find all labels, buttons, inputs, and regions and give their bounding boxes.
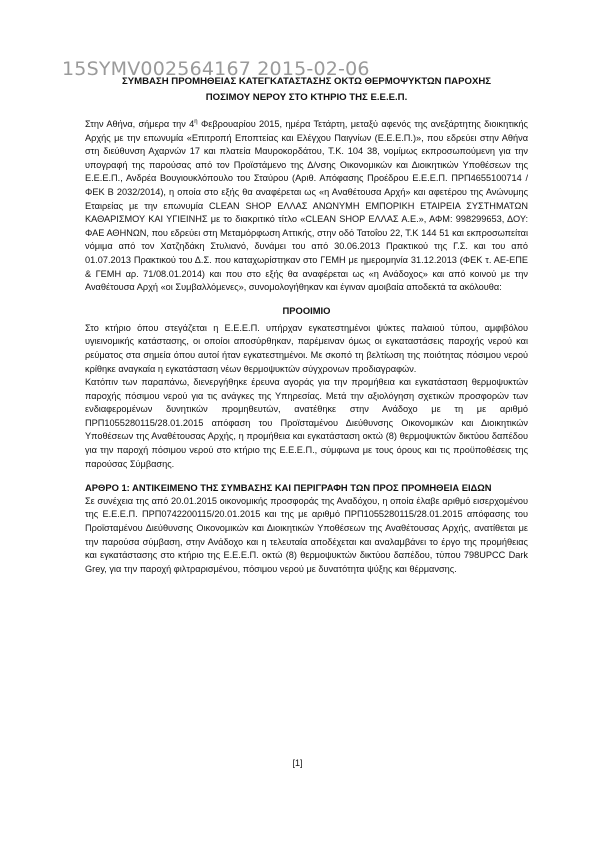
article-1-heading: ΑΡΘΡΟ 1: ΑΝΤΙΚΕΙΜΕΝΟ ΤΗΣ ΣΥΜΒΑΣΗΣ ΚΑΙ ΠΕΡΙΓΡΑΦΗ ΤΩΝ ΠΡΟΣ ΠΡΟΜΗΘΕΙΑ ΕΙΔΩΝ [85, 482, 492, 494]
preamble-paragraph-2: Κατόπιν των παραπάνω, διενεργήθηκε έρευνα αγοράς για την προμήθεια και εγκατάσταση θερμοψυκτών παροχής πόσιμου νερού για τις ανάγκες της Υπηρεσίας. Μετά την αξιολόγηση σχετικών προσφορών των ενδιαφερομένων δυνητικών προμηθευτών, ανατέθηκε στην Ανάδοχο με τη με αριθμό ΠΡΠ1055280115/28.01.2015 απόφαση του Προϊσταμένου Διεύθυνσης Οικονομικών και Διοικητικών Υποθέσεων της Αναθέτουσας Αρχής, η προμήθεια και εγκατάσταση οκτώ (8) θερμοψυκτών δικτύου δαπέδου για την παροχή πόσιμου νερού στο κτήριο της Ε.Ε.Ε.Π., σύμφωνα με τους όρους και τις προϋποθέσεις της παρούσας Σύμβασης. [85, 377, 528, 469]
document-page [85, 74, 528, 576]
intro-text-start: Στην Αθήνα, σήμερα την 4 [85, 119, 195, 129]
page-number: [1] [292, 758, 303, 768]
title-line-2: ΠΟΣΙΜΟΥ ΝΕΡΟΥ ΣΤΟ ΚΤΗΡΙΟ ΤΗΣ Ε.Ε.Ε.Π. [205, 92, 408, 103]
document-title [85, 74, 528, 106]
intro-text-rest: Φεβρουαρίου 2015, ημέρα Τετάρτη, μεταξύ αφενός της ανεξάρτητης διοικητικής Αρχής με την επωνυμία «Επιτροπή Εποπτείας και Ελέγχου Παιγνίων (Ε.Ε.Ε.Π.)», που εδρεύει στην Αθήνα στη διεύθυνση Αχαρνών 17 και πλατεία Μαυροκορδάτου, Τ.Κ. 104 38, νομίμως εκπροσωπούμενη για την υπογραφή της παρούσας από τον Προϊστάμενο της Δ/νσης Οικονομικών και Διοικητικών Υποθέσεων της Ε.Ε.Ε.Π., Ανδρέα Βουγιουκλόπουλο του Σταύρου (Αριθ. Απόφασης Προέδρου Ε.Ε.Ε.Π. ΠΡΠ4655100714 / ΦΕΚ Β 2032/2014), η οποία στο εξής θα αναφέρεται ως «η Αναθέτουσα Αρχή» και αφετέρου της Ανώνυμης Εταιρείας με την επωνυμία CLEAN SHOP ΕΛΛΑΣ ΑΝΩΝΥΜΗ ΕΜΠΟΡΙΚΗ ΕΤΑΙΡΕΙΑ ΣΥΣΤΗΜΑΤΩΝ ΚΑΘΑΡΙΣΜΟΥ ΚΑΙ ΥΓΙΕΙΝΗΣ με το διακριτικό τίτλο «CLEAN SHOP ΕΛΛΑΣ Α.Ε.», ΑΦΜ: 998299653, ΔΟΥ: ΦΑΕ ΑΘΗΝΩΝ, που εδρεύει στη Μεταμόρφωση Αττικής, στην οδό Τατοΐου 22, Τ.Κ 144 51 και εκπροσωπείται νόμιμα από τον Χατζηδάκη Στυλιανό, δυνάμει του από 30.06.2013 Πρακτικού της Γ.Σ. και του από 01.07.2013 Πρακτικού του Δ.Σ. που καταχωρίστηκαν στο ΓΕΜΗ με ημερομηνία 31.12.2013 (ΦΕΚ τ. ΑΕ-ΕΠΕ & ΓΕΜΗ αρ. 71/08.01.2014) και που στο εξής θα αναφέρεται ως «η Ανάδοχος» και από κοινού με την Αναθέτουσα Αρχή «οι Συμβαλλόμενες», συνομολογήθηκαν και έγιναν αμοιβαία αποδεκτά τα ακόλουθα: [85, 119, 528, 293]
document-watermark: 15SYMV002564167 2015-02-06 [62, 58, 370, 80]
title-line-1: ΣΥΜΒΑΣΗ ΠΡΟΜΗΘΕΙΑΣ ΚΑΤΕΓΚΑΤΑΣΤΑΣΗΣ ΟΚΤΩ ΘΕΡΜΟΨΥΚΤΩΝ ΠΑΡΟΧΗΣ [121, 76, 492, 87]
intro-paragraph [85, 118, 528, 295]
preamble-paragraph-1: Στο κτήριο όπου στεγάζεται η Ε.Ε.Ε.Π. υπήρχαν εγκατεστημένοι ψύκτες παλαιού τύπου, αμφιβόλου υγιεινομικής κατάστασης, οι οποίοι αποσύρθηκαν, παρέμειναν όμως οι εγκαταστάσεις παροχής νερού και ρεύματος στα σημεία όπου αυτοί ήταν εγκατεστημένοι. Με σκοπό τη βελτίωση της ποιότητας πόσιμου νερού κρίθηκε αναγκαία η εγκατάσταση νέων θερμοψυκτών σύγχρονων προδιαγραφών. [85, 322, 528, 374]
preamble-heading: ΠΡΟΟΙΜΙΟ [282, 304, 331, 316]
ordinal-superscript: η [194, 118, 198, 125]
article-1-paragraph: Σε συνέχεια της από 20.01.2015 οικονομικής προσφοράς της Αναδόχου, η οποία έλαβε αριθμό εισερχομένου της Ε.Ε.Ε.Π. ΠΡΠ0742200115/20.01.2015 και της με αριθμό ΠΡΠ1055280115/28.01.2015 απόφασης του Προϊσταμένου Διεύθυνσης Οικονομικών και Διοικητικών Υποθέσεων της Αναθέτουσας Αρχής, ανατίθεται με την παρούσα σύμβαση, στην Ανάδοχο και η τελευταία αποδέχεται και αναλαμβάνει το έργο της προμήθειας και εγκατάστασης στο κτήριο της Ε.Ε.Ε.Π. οκτώ (8) θερμοψυκτών δικτύου δαπέδου, τύπου 798UPCC Dark Grey, για την παροχή φιλτραρισμένου, πόσιμου νερού με δυνατότητα ψύξης και θέρμανσης. [85, 495, 528, 574]
